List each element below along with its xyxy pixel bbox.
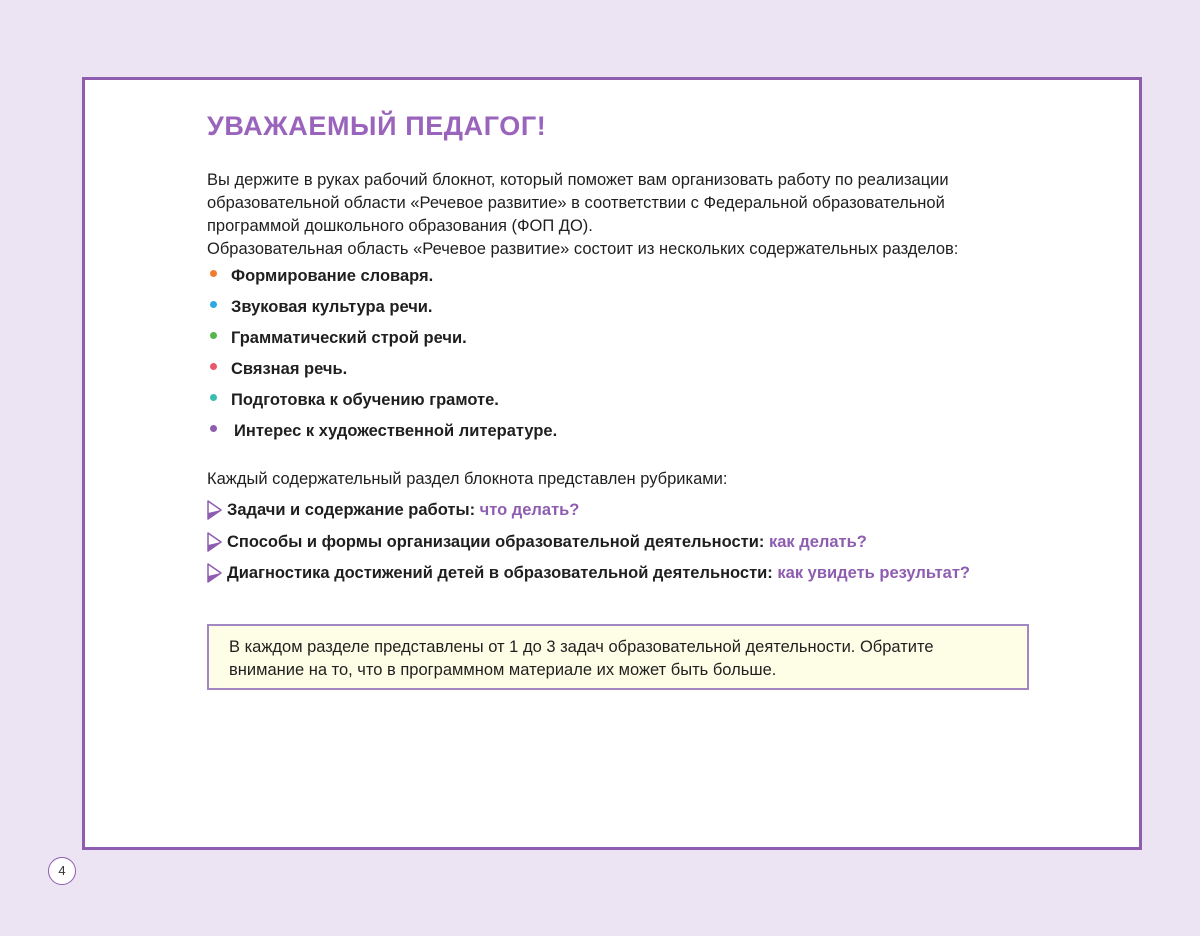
- section-label: Связная речь.: [231, 360, 348, 378]
- section-label: Формирование словаря.: [231, 267, 434, 285]
- rubric-label: Способы и формы организации образовательной деятельности:: [227, 532, 765, 551]
- arrow-marker-icon: [207, 532, 222, 552]
- page-number: 4: [48, 857, 76, 885]
- bullet-dot-icon: [210, 394, 217, 401]
- rubric-label: Диагностика достижений детей в образовательной деятельности:: [227, 564, 773, 582]
- rubric-question: как увидеть результат?: [777, 564, 970, 582]
- intro-paragraph: Вы держите в руках рабочий блокнот, который поможет вам организовать работу по реализации образовательной области «Речевое развитие» в соответствии с Федеральной образовательной программой дошкольного образования (ФОП ДО).: [207, 171, 949, 235]
- note-box: В каждом разделе представлены от 1 до 3 задач образовательной деятельности. Обратите внимание на то, что в программном материале их может быть больше.: [207, 624, 1029, 690]
- intro-paragraph: Образовательная область «Речевое развитие» состоит из нескольких содержательных разделов:: [207, 240, 959, 258]
- bullet-dot-icon: [210, 332, 217, 339]
- section-label: Интерес к художественной литературе.: [234, 422, 558, 440]
- section-label: Звуковая культура речи.: [231, 298, 433, 316]
- rubric-question: как делать?: [768, 532, 867, 551]
- page-frame: [82, 77, 1142, 850]
- bullet-dot-icon: [210, 363, 217, 370]
- rubric-question: что делать?: [479, 501, 580, 519]
- bullet-dot-icon: [210, 425, 217, 432]
- rubric-label: Задачи и содержание работы:: [227, 501, 476, 519]
- arrow-marker-icon: [207, 563, 222, 583]
- intro-text: [207, 169, 1037, 261]
- section-label: Грамматический строй речи.: [231, 329, 467, 347]
- bullet-dot-icon: [210, 301, 217, 308]
- section-label: Подготовка к обучению грамоте.: [231, 391, 499, 409]
- rubrics-intro: Каждый содержательный раздел блокнота представлен рубриками:: [207, 470, 728, 488]
- bullet-dot-icon: [210, 270, 217, 277]
- arrow-marker-icon: [207, 500, 222, 520]
- page-title: УВАЖАЕМЫЙ ПЕДАГОГ!: [207, 111, 547, 141]
